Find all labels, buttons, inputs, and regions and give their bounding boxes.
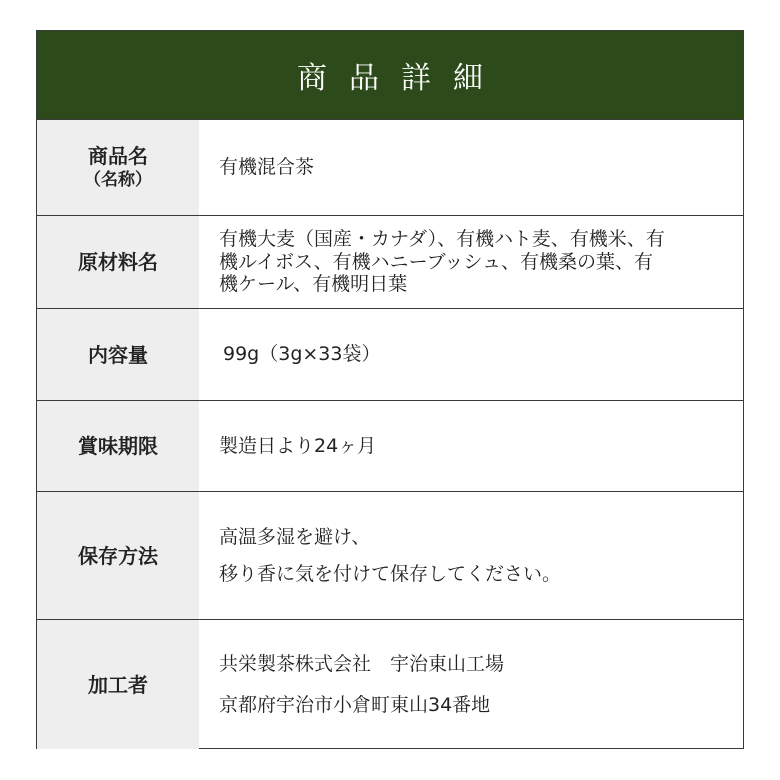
row-value [199,120,743,215]
value-line: 機ケール、有機明日葉 [219,273,408,296]
row-value [199,216,743,308]
row-label [37,401,199,491]
row-label [37,120,199,215]
label-text: 内容量 [88,342,148,367]
label-text: 保存方法 [78,543,158,568]
row-label [37,620,199,749]
value-line: 京都府宇治市小倉町東山34番地 [219,693,491,716]
row-value [199,309,743,400]
row-content-amount [37,308,743,400]
row-ingredients [37,215,743,308]
row-value [199,620,743,749]
row-label [37,309,199,400]
product-details-card [36,30,744,749]
row-label [37,492,199,619]
value-line: 機ルイボス、有機ハニーブッシュ、有機桑の葉、有 [219,250,653,273]
row-label [37,216,199,308]
value-line: 有機混合茶 [219,156,315,179]
label-text: 賞味期限 [78,434,158,458]
value-line: 移り香に気を付けて保存してください。 [219,562,562,585]
row-best-before [37,400,743,491]
row-product-name [37,119,743,215]
value-line: 製造日より24ヶ月 [219,434,377,457]
value-line: 高温多湿を避け、 [219,526,371,549]
row-manufacturer [37,619,743,749]
label-text: 原材料名 [78,250,158,274]
label-text: 商品名 [88,144,148,169]
row-storage [37,491,743,619]
label-subtext: （名称） [84,170,152,191]
row-value [199,492,743,619]
page-title: 商品詳細 [37,31,743,119]
value-line: 99g（3g×33袋） [223,343,381,366]
row-value [199,401,743,491]
value-line: 有機大麦（国産・カナダ）、有機ハト麦、有機米、有 [219,228,665,251]
label-text: 加工者 [88,672,148,697]
value-line: 共栄製茶株式会社 宇治東山工場 [219,653,505,676]
